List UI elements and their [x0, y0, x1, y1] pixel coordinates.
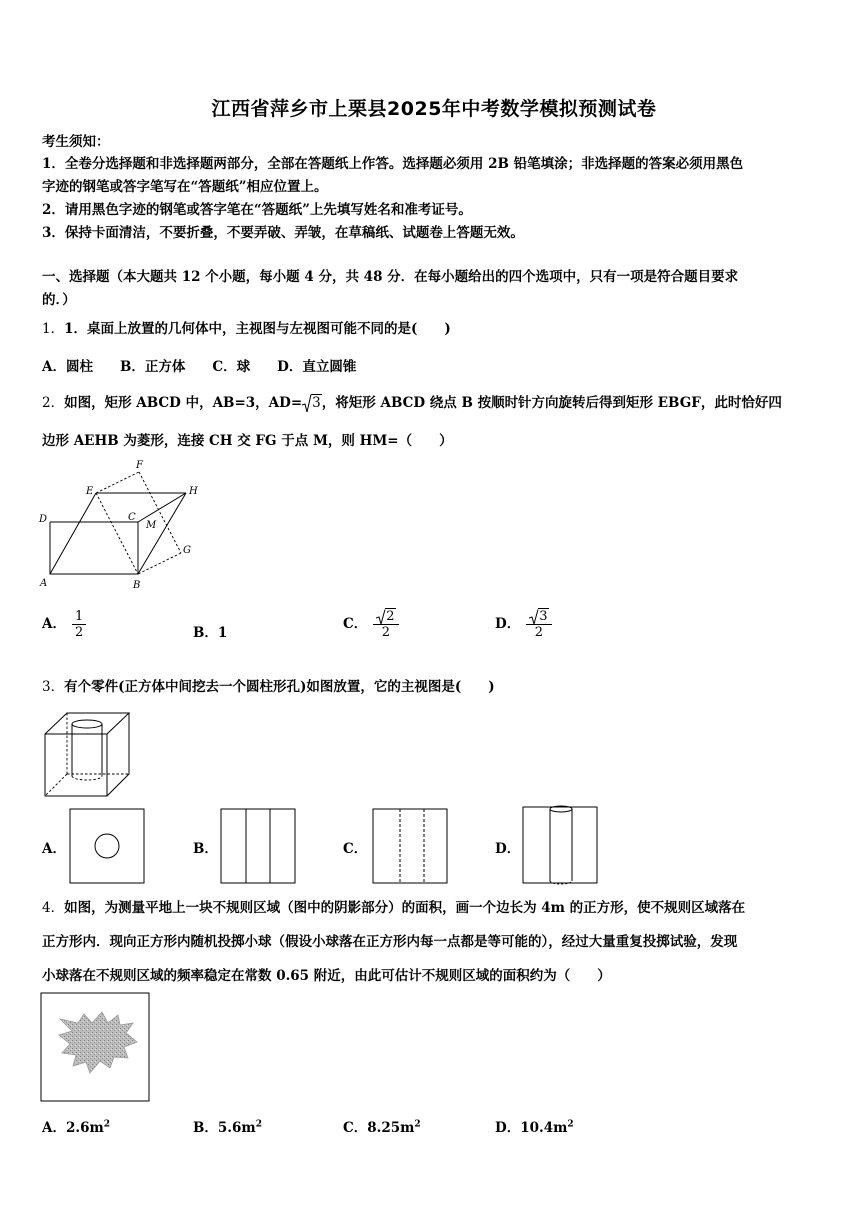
q2-option-a — [42, 609, 86, 640]
q2-sqrt — [302, 394, 322, 412]
q2-option-d-numerator: 3 — [539, 609, 548, 624]
q2-text-c: 边形 AEHB 为菱形，连接 CH 交 FG 于点 M，则 HM=（ ） — [42, 433, 453, 449]
q2-text-b: ，将矩形 ABCD 绕点 B 按顺时针方向旋转后得到矩形 EBGF，此时恰好四 — [321, 395, 782, 411]
q4-option-b-text: B．5.6m — [193, 1120, 256, 1136]
q3-option-b-figure — [220, 808, 296, 884]
q2-stem-line-1 — [42, 394, 782, 412]
cube-hidden-diagonal — [45, 774, 67, 796]
q4-line-3: 小球落在不规则区域的频率稳定在常数 0.65 附近，由此可估计不规则区域的面积约为（ ） — [42, 968, 611, 984]
section-heading-line-2: 的．） — [42, 292, 76, 308]
label-b: B — [133, 580, 141, 591]
rectangle-abcd — [50, 522, 138, 574]
q4-square-irregular-region-figure — [40, 992, 152, 1104]
q2-option-a-denominator: 2 — [74, 625, 84, 640]
segment-ae — [50, 493, 96, 574]
q3-option-c-figure — [372, 808, 448, 884]
q2-option-b: B．1 — [193, 625, 228, 641]
notice-line-2: 2．请用黑色字迹的钢笔或答字笔在“答题纸”上先填写姓名和准考证号。 — [42, 202, 472, 218]
cube-right-edges — [107, 713, 129, 796]
section-heading-line-1: 一、选择题（本大题共 12 个小题，每小题 4 分，共 48 分．在每小题给出的四个选项中，只有一项是符合题目要求 — [42, 269, 739, 285]
q2-option-c — [343, 609, 399, 640]
page-title: 江西省萍乡市上栗县2025年中考数学模拟预测试卷 — [211, 98, 657, 120]
q4-option-d-text: D．10.4m — [495, 1120, 568, 1136]
q2-text-a: 如图，矩形 ABCD 中，AB=3，AD= — [64, 395, 303, 411]
hole-top-ellipse — [72, 720, 102, 728]
q3-cube-with-hole-figure — [40, 708, 136, 800]
hole-bottom-ellipse — [72, 776, 102, 780]
q2-option-d-label: D． — [495, 616, 521, 632]
notice-line-1b: 字迹的钢笔或答字笔写在“答题纸”相应位置上。 — [42, 179, 328, 195]
q4-option-a-sup: 2 — [103, 1119, 111, 1130]
irregular-shaded-region — [59, 1012, 137, 1073]
q4-option-c — [343, 1116, 421, 1136]
label-d: D — [39, 514, 48, 525]
q4-option-b — [193, 1116, 262, 1136]
q2-sqrt-value: 3 — [312, 395, 321, 411]
notice-line-3: 3．保持卡面清洁，不要折叠，不要弄破、弄皱，在草稿纸、试题卷上答题无效。 — [42, 225, 524, 241]
label-f: F — [136, 460, 143, 471]
q4-option-a — [42, 1116, 110, 1136]
segment-eb — [96, 493, 138, 574]
q3-option-d-figure — [522, 805, 598, 885]
segment-ef — [96, 472, 139, 493]
q4-option-c-sup: 2 — [414, 1119, 421, 1130]
q4-line-2: 正方形内．现向正方形内随机投掷小球（假设小球落在正方形内每一点都是等可能的），经过大量重复投掷试验，发现 — [42, 934, 738, 950]
q3-option-a-label: A． — [42, 841, 66, 857]
q2-option-a-numerator: 1 — [72, 609, 86, 625]
q4-option-d-sup: 2 — [567, 1119, 574, 1130]
notice-line-1a: 1．全卷分选择题和非选择题两部分，全部在答题纸上作答。选择题必须用 2B 铅笔填涂；非选择题的答案必须用黑色 — [42, 156, 744, 172]
label-h: H — [189, 486, 198, 497]
segment-hb — [138, 493, 186, 574]
q4-option-d — [495, 1116, 574, 1136]
q3-option-c-label: C． — [343, 841, 368, 857]
q2-option-c-denominator: 2 — [381, 625, 391, 640]
q4-option-b-sup: 2 — [255, 1119, 262, 1130]
q4-option-c-text: C．8.25m — [343, 1120, 415, 1136]
q4-option-a-text: A．2.6m — [42, 1120, 104, 1136]
q2-number: 2． — [42, 395, 65, 411]
q2-rectangle-rotation-figure — [36, 456, 206, 591]
label-g: G — [183, 545, 191, 556]
q3-option-b-label: B． — [193, 841, 218, 857]
q2-option-a-label: A． — [42, 616, 66, 632]
cube-top-edges — [45, 713, 129, 734]
cube-front-face — [45, 734, 107, 796]
label-m: M — [146, 520, 157, 531]
q3-option-a-figure — [69, 808, 145, 884]
label-a: A — [40, 578, 48, 589]
q2-option-d-denominator: 2 — [534, 625, 543, 640]
q1-number: 1． — [42, 321, 65, 337]
label-c: C — [128, 512, 136, 523]
q2-option-d — [495, 609, 552, 640]
q4-number: 4． — [42, 900, 65, 916]
q1-options: A．圆柱 B．正方体 C．球 D．直立圆锥 — [42, 359, 357, 375]
q3-text: 有个零件(正方体中间挖去一个圆柱形孔)如图放置，它的主视图是( ) — [64, 679, 495, 695]
notice-heading: 考生须知： — [42, 134, 110, 150]
q2-option-c-numerator: 2 — [386, 609, 395, 624]
q4-line-1: 如图，为测量平地上一块不规则区域（图中的阴影部分）的面积，画一个边长为 4m 的正方形，使不规则区域落在 — [64, 900, 746, 916]
q1-text: 1．桌面上放置的几何体中，主视图与左视图可能不同的是( ) — [64, 321, 451, 337]
q3-number: 3． — [42, 679, 65, 695]
q2-option-c-label: C． — [343, 616, 368, 632]
q3-option-d-label: D． — [495, 841, 521, 857]
label-e: E — [86, 486, 94, 497]
segment-ch — [138, 493, 186, 522]
